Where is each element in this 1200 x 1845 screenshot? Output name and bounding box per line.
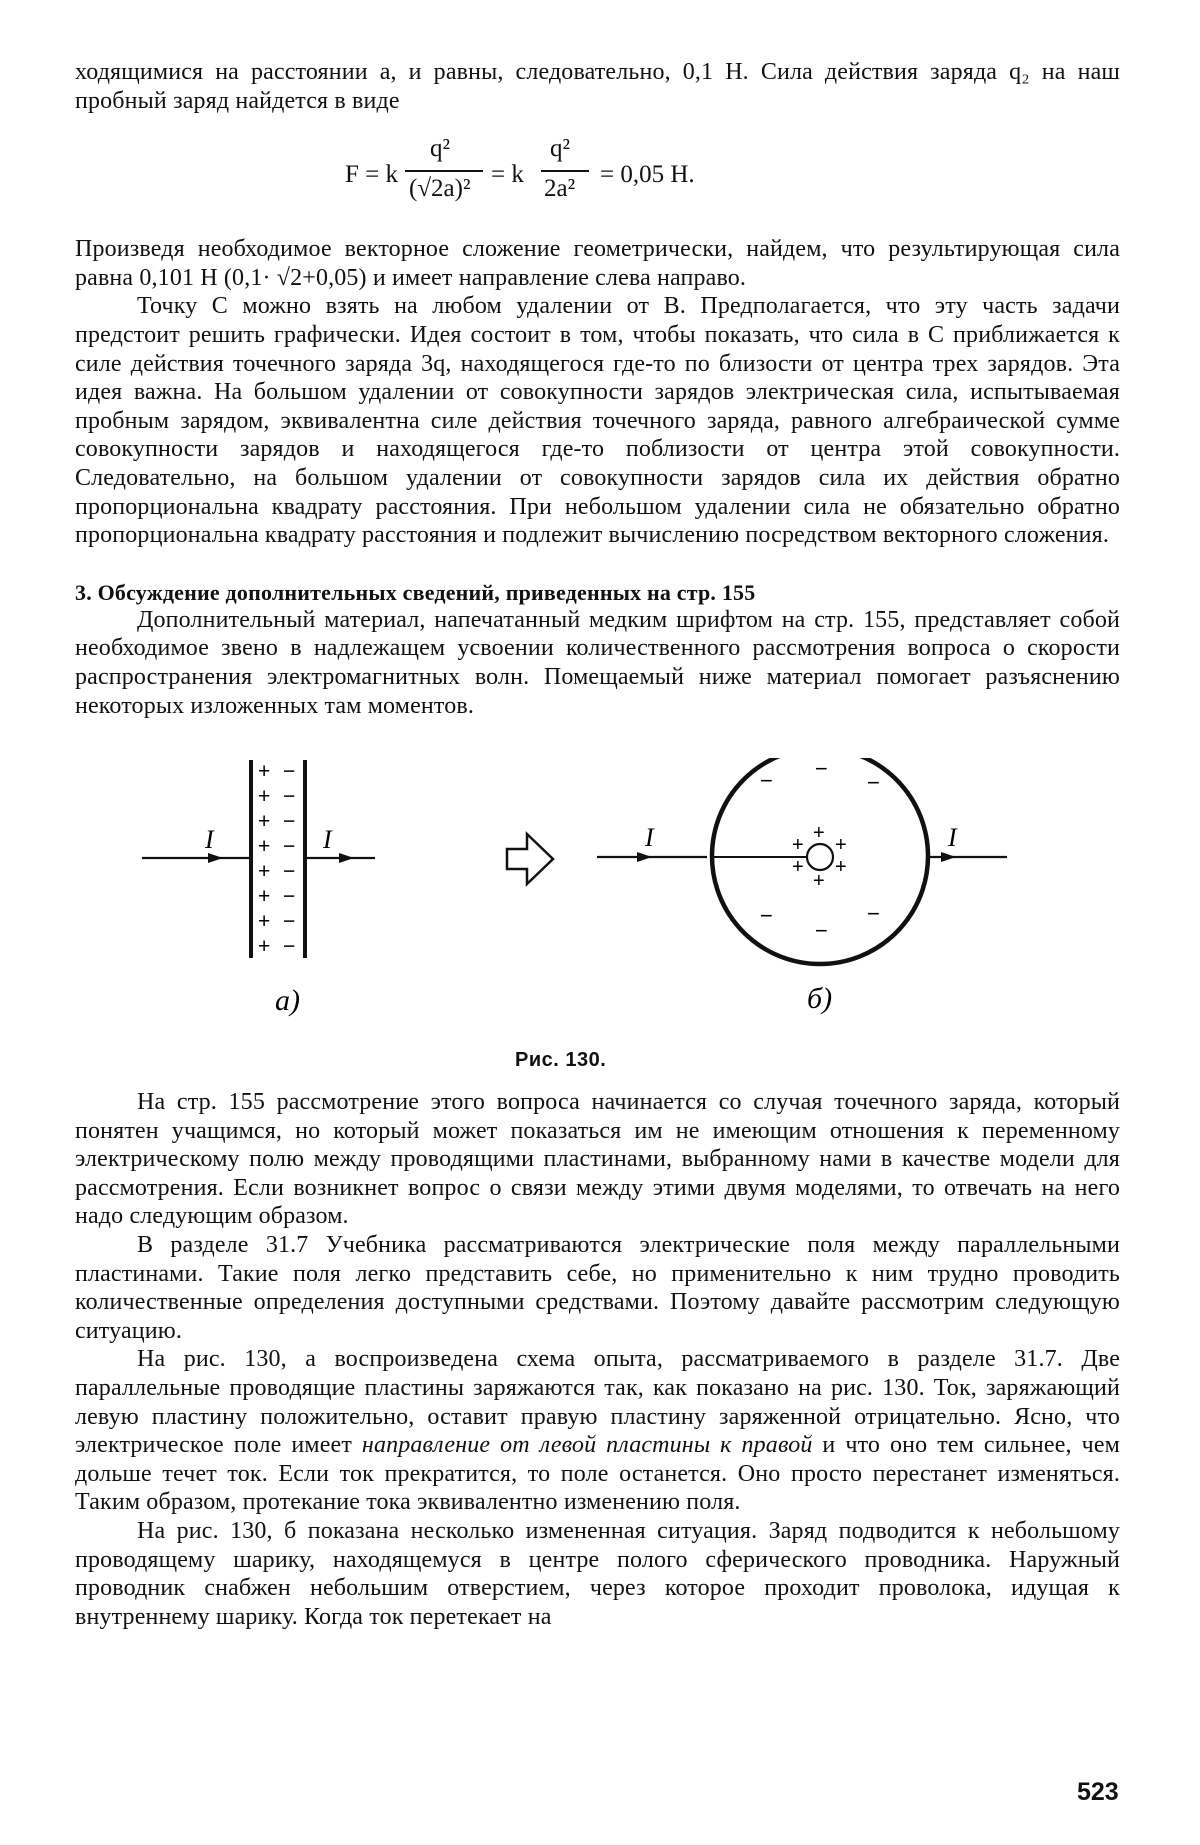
svg-text:+: + <box>813 822 825 845</box>
formula-lhs: F = k <box>345 161 399 189</box>
svg-text:+: + <box>792 834 804 857</box>
outer-charges <box>760 758 880 943</box>
paragraph-page-155: На стр. 155 рассмотрение этого вопроса начинается со случая точечного заряда, который понятен учащимся, но который может показаться им не имеющим отношения к переменному электрическому полю между проводящими пластинами, выбранному нами в качестве модели для рассмотрения. Если возникнет вопрос о связи между этими двумя моделями, то отвечать на него надо следующим образом. <box>75 1089 1120 1230</box>
svg-text:−: − <box>815 918 828 944</box>
current-label-b-left: I <box>645 823 654 853</box>
svg-text:−: − <box>283 785 296 809</box>
figure-caption: Рис. 130. <box>515 1049 607 1072</box>
paragraph-intro: ходящимися на расстоянии a, и равны, следовательно, 0,1 Н. Сила действия заряда q₂ на наш пробный заряд найдется в виде <box>75 59 1120 114</box>
svg-text:+: + <box>835 856 847 879</box>
current-label-a-right: I <box>323 825 332 855</box>
formula-equals-k: = k <box>491 161 524 189</box>
svg-text:−: − <box>283 885 296 909</box>
coulomb-formula <box>75 115 1120 235</box>
formula-numerator-2: q² <box>550 135 570 163</box>
page-content <box>75 58 1120 1631</box>
svg-text:+: + <box>258 935 271 959</box>
formula-denominator-1: (√2a)² <box>409 175 471 203</box>
page-number: 523 <box>1077 1778 1119 1806</box>
svg-text:+: + <box>258 760 271 784</box>
inner-charges <box>792 822 847 892</box>
paragraph-point-c: Точку C можно взять на любом удалении от B. Предполагается, что эту часть задачи предстоит решить графически. Идея состоит в том, чтобы показать, что сила в C приближается к силе действия точечного заряда 3q, находящегося где-то по близости от центра трех зарядов. Эта идея важна. На большом удалении от совокупности зарядов электрическая сила, испытываемая пробным зарядом, эквивалентна силе действия точечного заряда, равного алгебраической сумме совокупности зарядов и находящегося где-то поблизости от центра этой совокупности. Следовательно, на большом удалении от совокупности зарядов сила их действия обратно пропорциональна квадрату расстояния. При небольшом удалении сила не обязательно обратно пропорциональна квадрату расстояния и подлежит вычислению посредством векторного сложения. <box>75 293 1120 549</box>
svg-text:+: + <box>258 860 271 884</box>
svg-text:+: + <box>258 785 271 809</box>
svg-text:+: + <box>258 885 271 909</box>
svg-text:−: − <box>867 901 880 927</box>
fraction-bar-1 <box>405 170 483 172</box>
svg-text:−: − <box>283 935 296 959</box>
svg-text:−: − <box>283 835 296 859</box>
label-b: б) <box>807 982 833 1016</box>
svg-text:+: + <box>792 856 804 879</box>
formula-numerator-1: q² <box>430 135 450 163</box>
formula-denominator-2: 2a² <box>544 175 576 203</box>
svg-text:+: + <box>258 835 271 859</box>
section-heading: 3. Обсуждение дополнительных сведений, приведенных на стр. 155 <box>75 579 756 605</box>
svg-text:−: − <box>283 760 296 784</box>
plate-charges <box>258 760 295 958</box>
paragraph-vector-sum: Произведя необходимое векторное сложение геометрически, найдем, что результирующая сила равна 0,101 Н (0,1· √2+0,05) и имеет направление слева направо. <box>75 236 1120 291</box>
hollow-arrow-icon <box>507 834 553 884</box>
svg-text:+: + <box>813 870 825 893</box>
svg-text:−: − <box>283 810 296 834</box>
svg-text:+: + <box>258 810 271 834</box>
current-label-a-left: I <box>205 825 214 855</box>
svg-text:−: − <box>283 860 296 884</box>
svg-text:+: + <box>835 834 847 857</box>
paragraph-fig-130b: На рис. 130, б показана несколько измененная ситуация. Заряд подводится к небольшому проводящему шарику, находящемуся в центре полого сферического проводника. Наружный проводник снабжен небольшим отверстием, через которое проходит проволока, идущая к внутреннему шарику. Когда ток перетекает на <box>75 1518 1120 1630</box>
paragraph-supplement: Дополнительный материал, напечатанный медким шрифтом на стр. 155, представляет собой необходимое звено в надлежащем усвоении количественного рассмотрения вопроса о скорости распространения электромагнитных волн. Помещаемый ниже материал помогает разъяснению некоторых изложенных там моментов. <box>75 606 1120 719</box>
svg-text:−: − <box>867 770 880 796</box>
paragraph-fig-130a: На рис. 130, a воспроизведена схема опыта, рассматриваемого в разделе 31.7. Две параллельные проводящие пластины заряжаются так, как показано на рис. 130. Ток, заряжающий левую пластину положительно, оставит правую пластину заряженной отрицательно. Ясно, что электрическое поле имеет направление от левой пластины к правой и что оно тем сильнее, чем дольше течет ток. Если ток прекратится, то поле останется. Оно просто перестанет изменяться. Таким образом, протекание тока эквивалентно изменению поля. <box>75 1346 1120 1516</box>
figure-diagram <box>75 758 1120 1058</box>
paragraph-section-31-7: В разделе 31.7 Учебника рассматриваются электрические поля между параллельными пластинами. Такие поля легко представить себе, но применительно к ним трудно проводить количественные определения доступными средствами. Поэтому давайте рассмотрим следующую ситуацию. <box>75 1232 1120 1344</box>
figure-130 <box>75 758 1120 1088</box>
formula-result: = 0,05 Н. <box>600 161 695 189</box>
svg-text:−: − <box>760 903 773 929</box>
svg-text:−: − <box>815 758 828 782</box>
label-a: а) <box>275 984 300 1018</box>
svg-text:−: − <box>283 910 296 934</box>
current-label-b-right: I <box>948 823 957 853</box>
fraction-bar-2 <box>541 170 589 172</box>
svg-text:−: − <box>760 768 773 794</box>
inner-ball <box>807 844 833 870</box>
svg-text:+: + <box>258 910 271 934</box>
diagram-a-plates <box>142 760 375 1017</box>
diagram-b-sphere <box>597 758 1007 1015</box>
emphasis-direction: направление от левой пластины к правой <box>361 1432 813 1459</box>
